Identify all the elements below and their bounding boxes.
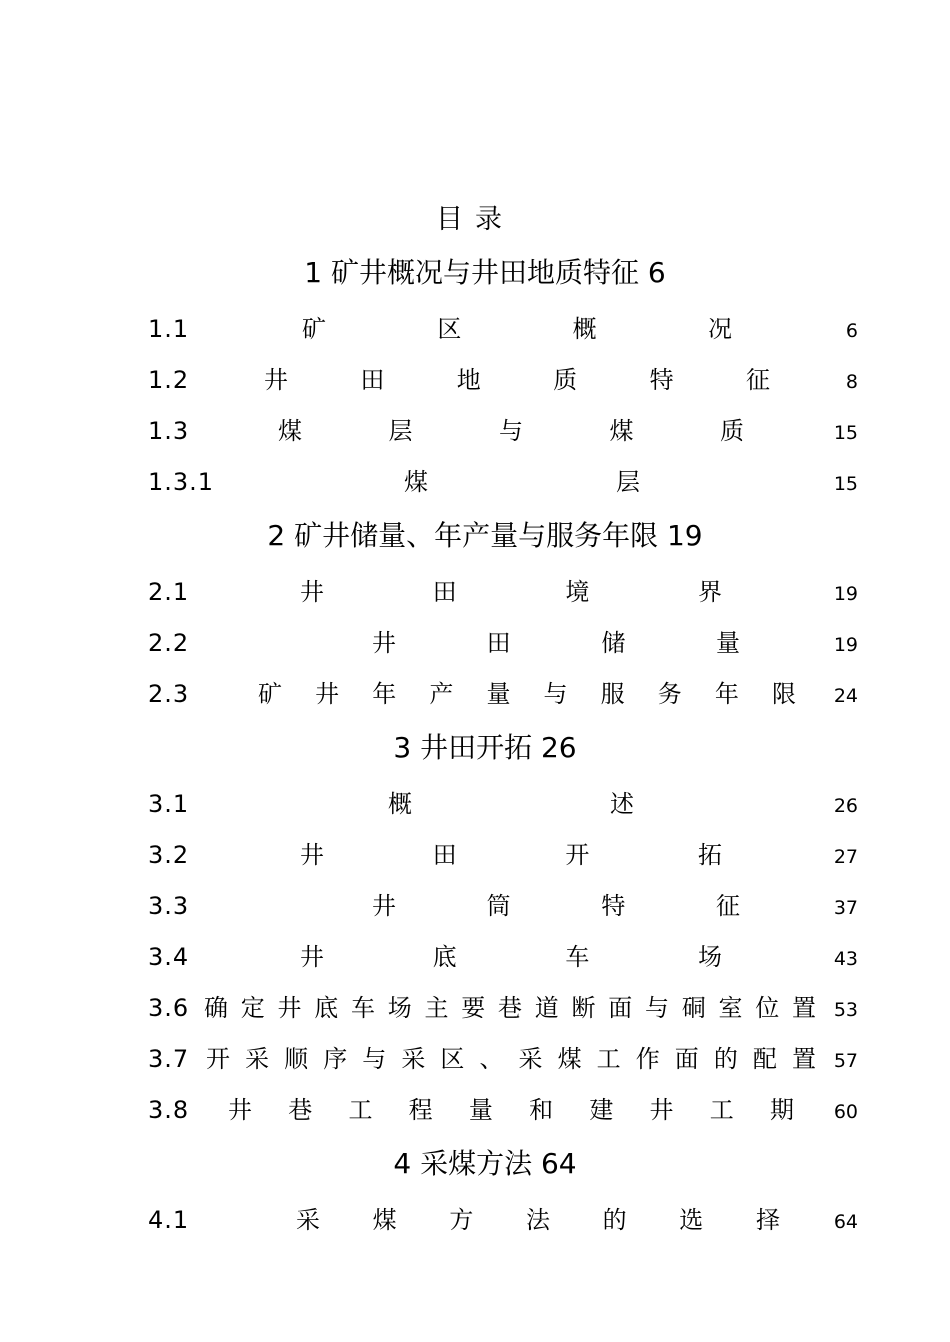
entry-page: 24: [833, 685, 858, 707]
entry-title-char: 室: [718, 994, 743, 1022]
entry-page: 15: [833, 473, 858, 495]
entry-title-char: 况: [707, 315, 732, 343]
entry-title: [404, 462, 640, 502]
chapter-heading-2: 2 矿井储量、年产量与服务年限 19: [267, 519, 703, 552]
entry-title-char: 采: [245, 1045, 270, 1073]
entry-number: 3.4: [148, 943, 190, 971]
entry-title-char: 场: [387, 994, 412, 1022]
entry-number: 4.1: [148, 1206, 190, 1234]
entry-title: [300, 937, 722, 977]
entry-page: 60: [833, 1101, 858, 1123]
entry-title-char: 服: [600, 680, 625, 708]
entry-title-char: 开: [206, 1045, 230, 1073]
entry-title: [302, 309, 732, 349]
entry-title-char: 巷: [498, 994, 522, 1022]
entry-page: 27: [833, 846, 858, 868]
entry-title-char: 场: [697, 943, 722, 971]
entry-title-char: 矿: [302, 315, 326, 343]
entry-title-char: 概: [388, 790, 412, 818]
entry-title-char: 采: [296, 1206, 320, 1234]
entry-title-char: 程: [408, 1096, 433, 1124]
toc-entry-3-1[interactable]: [148, 784, 858, 824]
entry-title: [206, 1039, 816, 1079]
entry-page: 19: [833, 634, 858, 656]
entry-number: 3.2: [148, 841, 190, 869]
entry-title-char: 界: [697, 578, 722, 606]
entry-title: [296, 1200, 780, 1240]
entry-title-char: 煤: [278, 417, 302, 445]
entry-title: [388, 784, 634, 824]
entry-title-char: 征: [715, 892, 740, 920]
chapter-heading-1: 1 矿井概况与井田地质特征 6: [304, 256, 666, 289]
entry-title-char: 工: [596, 1045, 621, 1073]
entry-title-char: 井: [372, 629, 396, 657]
entry-title-char: 、: [479, 1045, 504, 1073]
entry-title-char: 与: [543, 680, 568, 708]
toc-entry-1-3-1[interactable]: [148, 462, 858, 502]
entry-title-char: 煤: [557, 1045, 582, 1073]
entry-title-char: 年: [714, 680, 739, 708]
entry-title-char: 确: [204, 994, 228, 1022]
entry-title-char: 煤: [404, 468, 428, 496]
entry-title-char: 井: [264, 366, 288, 394]
entry-title: [228, 1090, 794, 1130]
entry-title-char: 拓: [697, 841, 722, 869]
entry-title: [264, 360, 770, 400]
toc-entry-2-2[interactable]: [148, 623, 858, 663]
entry-number: 3.6: [148, 994, 190, 1022]
entry-page: 37: [833, 897, 858, 919]
entry-title-char: 采: [518, 1045, 543, 1073]
entry-title-char: 层: [388, 417, 413, 445]
entry-title-char: 井: [228, 1096, 252, 1124]
entry-number: 2.1: [148, 578, 190, 606]
entry-title-char: 井: [277, 994, 302, 1022]
toc-entry-3-6[interactable]: [148, 988, 858, 1028]
entry-title-char: 征: [745, 366, 770, 394]
entry-title-char: 建: [589, 1096, 614, 1124]
entry-title-char: 底: [314, 994, 339, 1022]
entry-title-char: 田: [432, 841, 457, 869]
entry-title-char: 巷: [288, 1096, 313, 1124]
entry-title-char: 筒: [486, 892, 511, 920]
entry-title-char: 断: [571, 994, 596, 1022]
entry-number: 2.3: [148, 680, 190, 708]
entry-page: 15: [833, 422, 858, 444]
entry-title-char: 选: [679, 1206, 704, 1234]
entry-title: [300, 572, 722, 612]
entry-title-char: 法: [525, 1206, 550, 1234]
entry-title-char: 作: [635, 1045, 660, 1073]
toc-title: 目录: [436, 204, 514, 235]
entry-title-char: 区: [437, 315, 462, 343]
entry-title-char: 工: [348, 1096, 373, 1124]
entry-number: 2.2: [148, 629, 190, 657]
entry-title-char: 井: [300, 578, 324, 606]
toc-entry-2-3[interactable]: [148, 674, 858, 714]
entry-title-char: 要: [461, 994, 486, 1022]
toc-entry-1-3[interactable]: [148, 411, 858, 451]
entry-title-char: 井: [315, 680, 340, 708]
toc-entry-1-1[interactable]: [148, 309, 858, 349]
entry-page: 8: [845, 371, 858, 393]
entry-number: 1.1: [148, 315, 190, 343]
entry-title: [300, 835, 722, 875]
entry-title-char: 矿: [258, 680, 282, 708]
entry-title-char: 方: [449, 1206, 474, 1234]
entry-page: 53: [833, 999, 858, 1021]
entry-page: 26: [833, 795, 858, 817]
entry-title-char: 量: [715, 629, 740, 657]
entry-title-char: 境: [565, 578, 590, 606]
entry-title-char: 车: [565, 943, 590, 971]
entry-title-char: 硐: [681, 994, 706, 1022]
toc-entry-3-2[interactable]: [148, 835, 858, 875]
toc-entry-3-3[interactable]: [148, 886, 858, 926]
entry-title-char: 配: [752, 1045, 777, 1073]
toc-entry-4-1[interactable]: [148, 1200, 858, 1240]
entry-title-char: 务: [657, 680, 682, 708]
toc-entry-3-7[interactable]: [148, 1039, 858, 1079]
entry-title: [258, 674, 796, 714]
entry-title-char: 煤: [372, 1206, 397, 1234]
entry-title-char: 特: [601, 892, 626, 920]
entry-page: 43: [833, 948, 858, 970]
entry-number: 1.3: [148, 417, 190, 445]
entry-number: 3.7: [148, 1045, 190, 1073]
entry-number: 3.3: [148, 892, 190, 920]
entry-title-char: 序: [323, 1045, 348, 1073]
entry-title-char: 储: [601, 629, 626, 657]
entry-title-char: 期: [769, 1096, 794, 1124]
entry-title-char: 特: [649, 366, 674, 394]
entry-title-char: 置: [791, 1045, 816, 1073]
entry-title-char: 井: [372, 892, 396, 920]
entry-title-char: 概: [572, 315, 597, 343]
entry-page: 64: [833, 1211, 858, 1233]
entry-title-char: 井: [649, 1096, 674, 1124]
entry-title-char: 的: [602, 1206, 627, 1234]
entry-title-char: 工: [709, 1096, 734, 1124]
chapter-heading-3: 3 井田开拓 26: [393, 731, 577, 764]
entry-title-char: 质: [720, 417, 744, 445]
entry-title-char: 井: [300, 841, 324, 869]
entry-title-char: 产: [429, 680, 454, 708]
entry-title: [204, 988, 816, 1028]
entry-number: 3.8: [148, 1096, 190, 1124]
toc-entry-3-4[interactable]: [148, 937, 858, 977]
entry-title-char: 与: [499, 417, 523, 445]
entry-title-char: 主: [424, 994, 449, 1022]
entry-title-char: 田: [486, 629, 511, 657]
entry-title-char: 的: [713, 1045, 738, 1073]
entry-title-char: 地: [456, 366, 481, 394]
entry-title: [278, 411, 744, 451]
entry-title-char: 质: [553, 366, 578, 394]
entry-page: 6: [845, 320, 858, 342]
entry-title-char: 述: [610, 790, 634, 818]
entry-title-char: 面: [608, 994, 633, 1022]
entry-title-char: 井: [300, 943, 324, 971]
entry-title-char: 田: [432, 578, 457, 606]
entry-title-char: 底: [432, 943, 457, 971]
toc-entry-3-8[interactable]: [148, 1090, 858, 1130]
entry-title-char: 车: [351, 994, 375, 1022]
entry-title-char: 区: [440, 1045, 465, 1073]
toc-entry-1-2[interactable]: [148, 360, 858, 400]
entry-number: 1.3.1: [148, 468, 215, 496]
entry-title-char: 年: [372, 680, 397, 708]
entry-title-char: 量: [468, 1096, 493, 1124]
toc-entry-2-1[interactable]: [148, 572, 858, 612]
entry-title-char: 定: [240, 994, 265, 1022]
chapter-heading-4: 4 采煤方法 64: [393, 1147, 577, 1180]
entry-title-char: 层: [616, 468, 640, 496]
entry-title-char: 量: [486, 680, 511, 708]
entry-title-char: 道: [534, 994, 559, 1022]
entry-title: [372, 623, 740, 663]
entry-title-char: 与: [362, 1045, 387, 1073]
entry-number: 1.2: [148, 366, 190, 394]
entry-page: 57: [833, 1050, 858, 1072]
entry-title-char: 位: [755, 994, 780, 1022]
entry-title-char: 顺: [284, 1045, 309, 1073]
entry-title-char: 与: [645, 994, 669, 1022]
entry-title-char: 煤: [609, 417, 634, 445]
entry-title-char: 限: [771, 680, 796, 708]
entry-title-char: 和: [529, 1096, 554, 1124]
entry-number: 3.1: [148, 790, 190, 818]
entry-title-char: 置: [792, 994, 816, 1022]
entry-title-char: 开: [565, 841, 590, 869]
entry-page: 19: [833, 583, 858, 605]
entry-title-char: 择: [755, 1206, 780, 1234]
entry-title: [372, 886, 740, 926]
entry-title-char: 采: [401, 1045, 426, 1073]
entry-title-char: 面: [674, 1045, 699, 1073]
entry-title-char: 田: [360, 366, 385, 394]
